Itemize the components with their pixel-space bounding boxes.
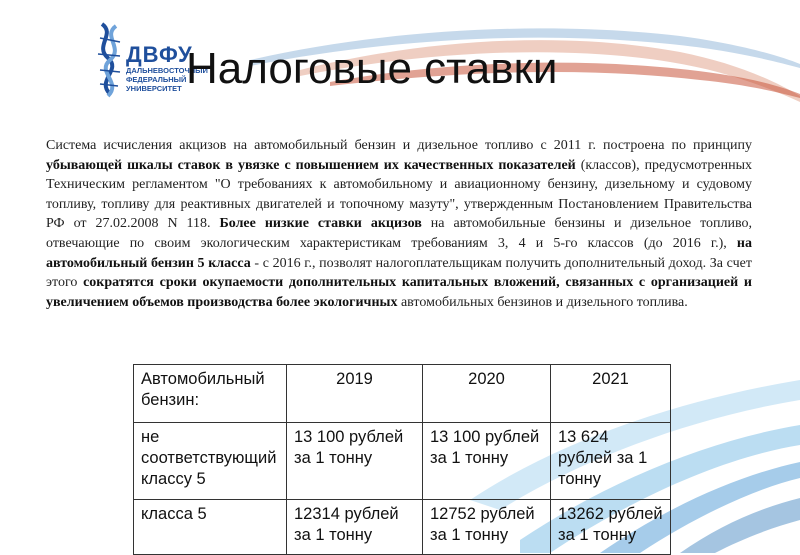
table-cell: 13 100 рублей за 1 тонну bbox=[423, 423, 551, 500]
logo-subtitle-1: ДАЛЬНЕВОСТОЧНЫЙ bbox=[126, 66, 208, 75]
table-cell: 13 624 рублей за 1 тонну bbox=[551, 423, 671, 500]
header-cell-2021: 2021 bbox=[551, 365, 671, 423]
table-cell: не соответствующий классу 5 bbox=[134, 423, 287, 500]
table-row bbox=[134, 423, 671, 500]
paragraph-segment: (классов), предусмотренных Техническим регламентом "О требованиях к автомобильному и авиационному бензину, дизельному и судовому топливу, топливу для реактивных двигателей и топочному мазуту", утвержденным Постановлением Правительства РФ от 27.02.2008 N 118. bbox=[46, 157, 752, 232]
header-cell-2020: 2020 bbox=[423, 365, 551, 423]
body-paragraph bbox=[46, 136, 752, 312]
paragraph-segment: автомобильных бензинов и дизельного топлива. bbox=[397, 294, 688, 310]
paragraph-segment: Система исчисления акцизов на автомобильный бензин и дизельное топливо с 2011 г. построена по принципу bbox=[46, 138, 752, 153]
table-cell: 12314 рублей за 1 тонну bbox=[287, 500, 423, 555]
excise-rates-table bbox=[133, 364, 671, 555]
table-cell: класса 5 bbox=[134, 500, 287, 555]
paragraph-segment: - с 2016 г., позволят налогоплательщикам получить дополнительный доход. За счет этого bbox=[46, 255, 752, 291]
header-cell-2019: 2019 bbox=[287, 365, 423, 423]
paragraph-segment: на автомобильные бензины и дизельное топливо, отвечающие по своим экологическим характеристикам требованиям 3, 4 и 5-го классов (до 2016 г.), bbox=[46, 216, 753, 251]
table-row bbox=[134, 500, 671, 555]
paragraph-bold-segment: Более низкие ставки акцизов bbox=[219, 216, 422, 232]
table-cell: 13 100 рублей за 1 тонну bbox=[287, 423, 423, 500]
header-cell-category: Автомобильный бензин: bbox=[134, 365, 287, 423]
slide-title: Налоговые ставки bbox=[186, 44, 558, 93]
logo-name: ДВФУ bbox=[126, 42, 193, 67]
paragraph-bold-segment: на автомобильный бензин 5 класса bbox=[46, 235, 752, 271]
table-cell: 13262 рублей за 1 тонну bbox=[551, 500, 671, 555]
table-header-row bbox=[134, 365, 671, 423]
logo-subtitle-3: УНИВЕРСИТЕТ bbox=[126, 84, 182, 93]
paragraph-bold-segment: сократятся сроки окупаемости дополнительных капитальных вложений, связанных с организацией и увеличением объемов производства более экологичных bbox=[46, 275, 752, 310]
table-cell: 12752 рублей за 1 тонну bbox=[423, 500, 551, 555]
logo-subtitle-2: ФЕДЕРАЛЬНЫЙ bbox=[126, 75, 187, 84]
paragraph-bold-segment: убывающей шкалы ставок в увязке с повышением их качественных показателей bbox=[46, 157, 576, 173]
